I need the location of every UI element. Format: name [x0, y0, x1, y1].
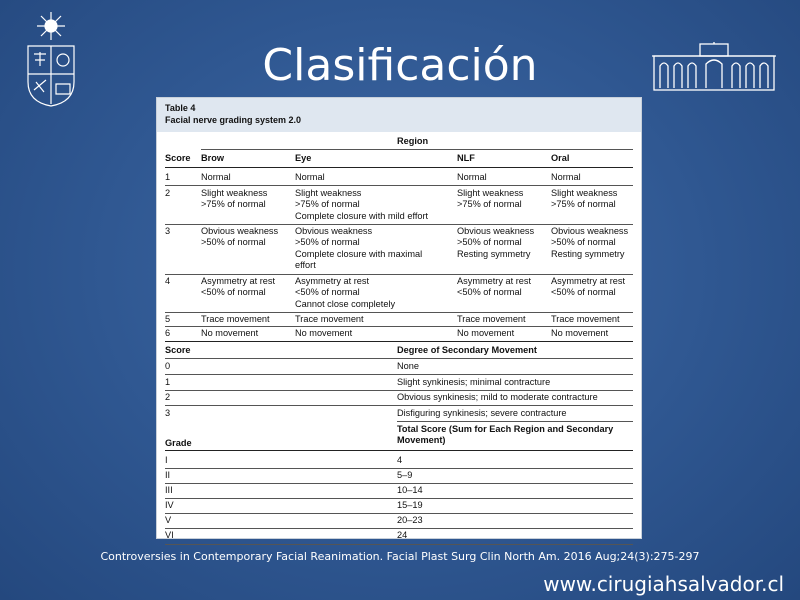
- score-cell: 2: [165, 188, 171, 198]
- oral-cell: Obvious weakness >50% of normal Resting symmetry: [551, 226, 629, 259]
- divider: [165, 483, 633, 484]
- eye-cell: No movement: [295, 328, 353, 338]
- divider: [165, 224, 633, 225]
- score-cell: 1: [165, 377, 171, 387]
- grade-header: Grade: [165, 438, 192, 448]
- eye-cell: Obvious weakness >50% of normal Complete closure with maximal effort: [295, 226, 423, 271]
- score-cell: 4: [165, 276, 171, 286]
- oral-cell: No movement: [551, 328, 609, 338]
- website-link[interactable]: www.cirugiahsalvador.cl: [543, 572, 784, 596]
- divider: [165, 513, 633, 514]
- divider: [165, 528, 633, 529]
- divider: [165, 326, 633, 327]
- grade-cell: I: [165, 455, 168, 465]
- region-header: Region: [397, 136, 429, 146]
- score-cell: 1: [165, 172, 171, 182]
- citation-text: Controversies in Contemporary Facial Reanimation. Facial Plast Surg Clin North Am. 2016 Aug;24(3):275-297: [100, 550, 700, 563]
- column-header-score: Score: [165, 153, 191, 163]
- slide-title: Clasificación: [262, 40, 538, 91]
- nlf-cell: Normal: [457, 172, 487, 182]
- total-cell: 4: [397, 455, 403, 465]
- divider: [165, 450, 633, 451]
- divider: [165, 468, 633, 469]
- column-header-nlf: NLF: [457, 153, 475, 163]
- total-cell: 24: [397, 530, 408, 540]
- brow-cell: No movement: [201, 328, 259, 338]
- divider: [165, 358, 633, 359]
- divider: [165, 390, 633, 391]
- nlf-cell: Slight weakness >75% of normal: [457, 188, 524, 210]
- total-cell: 20–23: [397, 515, 423, 525]
- brow-cell: Trace movement: [201, 314, 270, 324]
- divider: [165, 341, 633, 342]
- nlf-cell: Obvious weakness >50% of normal Resting symmetry: [457, 226, 535, 259]
- divider: [165, 405, 633, 406]
- column-header-brow: Brow: [201, 153, 224, 163]
- brow-cell: Normal: [201, 172, 231, 182]
- brow-cell: Asymmetry at rest <50% of normal: [201, 276, 276, 298]
- divider: [165, 544, 633, 545]
- divider: [397, 421, 633, 422]
- nlf-cell: Asymmetry at rest <50% of normal: [457, 276, 532, 298]
- table-label: Table 4: [165, 103, 196, 113]
- nlf-cell: Trace movement: [457, 314, 526, 324]
- score-cell: 3: [165, 226, 171, 236]
- total-cell: 10–14: [397, 485, 423, 495]
- secondary-score-header: Score: [165, 345, 191, 355]
- table-caption: Facial nerve grading system 2.0: [165, 115, 302, 125]
- eye-cell: Trace movement: [295, 314, 364, 324]
- grade-cell: III: [165, 485, 173, 495]
- grade-cell: VI: [165, 530, 174, 540]
- column-header-eye: Eye: [295, 153, 312, 163]
- oral-cell: Asymmetry at rest <50% of normal: [551, 276, 626, 298]
- score-cell: 2: [165, 392, 171, 402]
- eye-cell: Slight weakness >75% of normal Complete closure with mild effort: [295, 188, 429, 221]
- divider: [165, 167, 633, 168]
- total-cell: 15–19: [397, 500, 423, 510]
- divider: [165, 374, 633, 375]
- degree-cell: Obvious synkinesis; mild to moderate contracture: [397, 392, 598, 402]
- divider: [165, 274, 633, 275]
- column-header-oral: Oral: [551, 153, 570, 163]
- brow-cell: Slight weakness >75% of normal: [201, 188, 268, 210]
- total-score-header: Total Score (Sum for Each Region and Secondary Movement): [397, 424, 614, 446]
- score-cell: 3: [165, 408, 171, 418]
- score-cell: 0: [165, 361, 171, 371]
- divider: [165, 498, 633, 499]
- degree-cell: None: [397, 361, 419, 371]
- brow-cell: Obvious weakness >50% of normal: [201, 226, 279, 248]
- grade-cell: II: [165, 470, 171, 480]
- oral-cell: Slight weakness >75% of normal: [551, 188, 618, 210]
- grade-cell: V: [165, 515, 172, 525]
- oral-cell: Trace movement: [551, 314, 620, 324]
- degree-cell: Disfiguring synkinesis; severe contracture: [397, 408, 567, 418]
- degree-cell: Slight synkinesis; minimal contracture: [397, 377, 551, 387]
- score-cell: 6: [165, 328, 171, 338]
- secondary-degree-header: Degree of Secondary Movement: [397, 345, 537, 355]
- table-caption-block: [157, 98, 641, 132]
- grade-cell: IV: [165, 500, 174, 510]
- divider: [201, 149, 633, 150]
- eye-cell: Asymmetry at rest <50% of normal Cannot close completely: [295, 276, 396, 309]
- nlf-cell: No movement: [457, 328, 515, 338]
- eye-cell: Normal: [295, 172, 325, 182]
- divider: [165, 312, 633, 313]
- score-cell: 5: [165, 314, 171, 324]
- grading-table: [156, 97, 642, 539]
- divider: [165, 185, 633, 186]
- total-cell: 5–9: [397, 470, 413, 480]
- oral-cell: Normal: [551, 172, 581, 182]
